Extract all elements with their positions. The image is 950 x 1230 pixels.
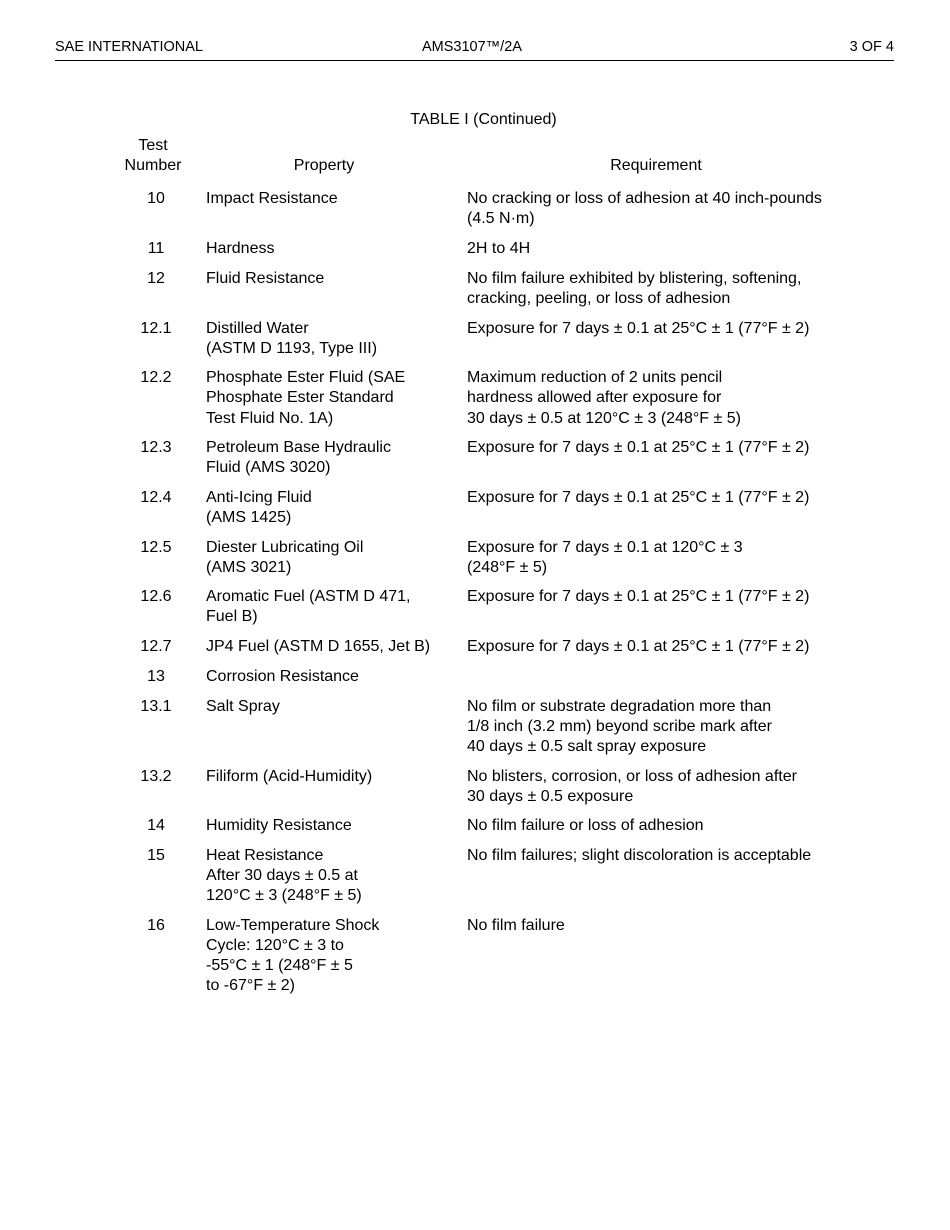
property-cell: JP4 Fuel (ASTM D 1655, Jet B) xyxy=(206,638,431,655)
table-row xyxy=(0,667,950,697)
requirement-cell: No film failure xyxy=(467,916,565,934)
test-number: 12.7 xyxy=(140,638,172,655)
requirement-cell: Exposure for 7 days ± 0.1 at 25°C ± 1 (77°F ± 2) xyxy=(467,638,810,655)
requirement-cell: No film failure or loss of adhesion xyxy=(467,817,704,834)
column-header-requirement: Requirement xyxy=(610,157,702,174)
requirement-cell: Exposure for 7 days ± 0.1 at 25°C ± 1 (77°F ± 2) xyxy=(467,438,810,456)
test-number: 12.1 xyxy=(140,319,172,337)
table-title: TABLE I (Continued) xyxy=(410,111,557,128)
property-cell: Hardness xyxy=(206,239,275,257)
test-number: 16 xyxy=(147,916,165,934)
table-row xyxy=(0,846,950,916)
table-row xyxy=(0,538,950,588)
property-cell: Diester Lubricating Oil (AMS 3021) xyxy=(206,538,364,576)
test-number: 12.2 xyxy=(140,369,172,386)
property-cell: Filiform (Acid-Humidity) xyxy=(206,767,373,785)
property-cell: Fluid Resistance xyxy=(206,269,325,287)
test-number: 14 xyxy=(147,817,165,834)
column-header-test-number: Test Number xyxy=(124,137,182,174)
requirement-cell: No film or substrate degradation more than 1/8 inch (3.2 mm) beyond scribe mark after 40 days ± 0.5 salt spray exposure xyxy=(467,697,773,756)
requirement-cell: No blisters, corrosion, or loss of adhesion after 30 days ± 0.5 exposure xyxy=(467,767,797,805)
requirement-cell: Exposure for 7 days ± 0.1 at 120°C ± 3 (248°F ± 5) xyxy=(467,538,743,576)
test-number: 12.6 xyxy=(140,588,172,605)
test-number: 13 xyxy=(147,667,165,685)
requirement-cell: Maximum reduction of 2 units pencil hardness allowed after exposure for 30 days ± 0.5 at 120°C ± 3 (248°F ± 5) xyxy=(467,369,741,427)
test-number: 12.3 xyxy=(140,438,172,456)
header-document-id: AMS3107™/2A xyxy=(422,39,522,55)
test-number: 13.1 xyxy=(140,697,172,715)
header-page-number: 3 OF 4 xyxy=(849,39,894,55)
property-cell: Heat Resistance After 30 days ± 0.5 at 120°C ± 3 (248°F ± 5) xyxy=(206,846,362,905)
property-cell: Distilled Water (ASTM D 1193, Type III) xyxy=(206,319,378,357)
requirement-cell: No cracking or loss of adhesion at 40 inch-pounds (4.5 N·m) xyxy=(467,190,822,228)
property-cell: Aromatic Fuel (ASTM D 471, Fuel B) xyxy=(206,588,411,626)
table-row xyxy=(0,368,950,438)
requirement-cell: Exposure for 7 days ± 0.1 at 25°C ± 1 (77°F ± 2) xyxy=(467,588,810,605)
table-row xyxy=(0,767,950,817)
test-number: 10 xyxy=(147,190,165,207)
table-row xyxy=(0,637,950,667)
property-cell: Salt Spray xyxy=(206,697,280,715)
property-cell: Petroleum Base Hydraulic Fluid (AMS 3020) xyxy=(206,438,391,476)
requirements-table xyxy=(0,189,950,1006)
requirement-cell: Exposure for 7 days ± 0.1 at 25°C ± 1 (77°F ± 2) xyxy=(467,488,810,506)
page-header xyxy=(55,38,894,61)
table-row xyxy=(0,438,950,488)
requirement-cell: No film failure exhibited by blistering, softening, cracking, peeling, or loss of adhesion xyxy=(467,269,802,307)
requirement-cell: No film failures; slight discoloration is acceptable xyxy=(467,846,812,864)
test-number: 12.4 xyxy=(140,488,172,506)
table-row xyxy=(0,816,950,846)
table-row xyxy=(0,697,950,767)
test-number: 13.2 xyxy=(140,767,172,785)
property-cell: Anti-Icing Fluid (AMS 1425) xyxy=(206,488,312,526)
table-row xyxy=(0,189,950,239)
requirement-cell: Exposure for 7 days ± 0.1 at 25°C ± 1 (77°F ± 2) xyxy=(467,319,810,337)
requirement-cell: 2H to 4H xyxy=(467,239,531,257)
property-cell: Phosphate Ester Fluid (SAE Phosphate Ester Standard Test Fluid No. 1A) xyxy=(206,369,406,427)
test-number: 12.5 xyxy=(140,538,172,556)
property-cell: Low-Temperature Shock Cycle: 120°C ± 3 to -55°C ± 1 (248°F ± 5 to -67°F ± 2) xyxy=(206,916,380,995)
table-row xyxy=(0,916,950,1006)
test-number: 15 xyxy=(147,846,165,864)
property-cell: Impact Resistance xyxy=(206,190,338,207)
table-row xyxy=(0,488,950,538)
table-row xyxy=(0,587,950,637)
header-organization: SAE INTERNATIONAL xyxy=(55,39,203,55)
table-row xyxy=(0,239,950,269)
property-cell: Humidity Resistance xyxy=(206,817,352,834)
table-row xyxy=(0,269,950,319)
column-header-property: Property xyxy=(293,157,355,174)
table-row xyxy=(0,319,950,369)
test-number: 11 xyxy=(147,239,165,257)
property-cell: Corrosion Resistance xyxy=(206,667,359,685)
test-number: 12 xyxy=(147,269,165,287)
